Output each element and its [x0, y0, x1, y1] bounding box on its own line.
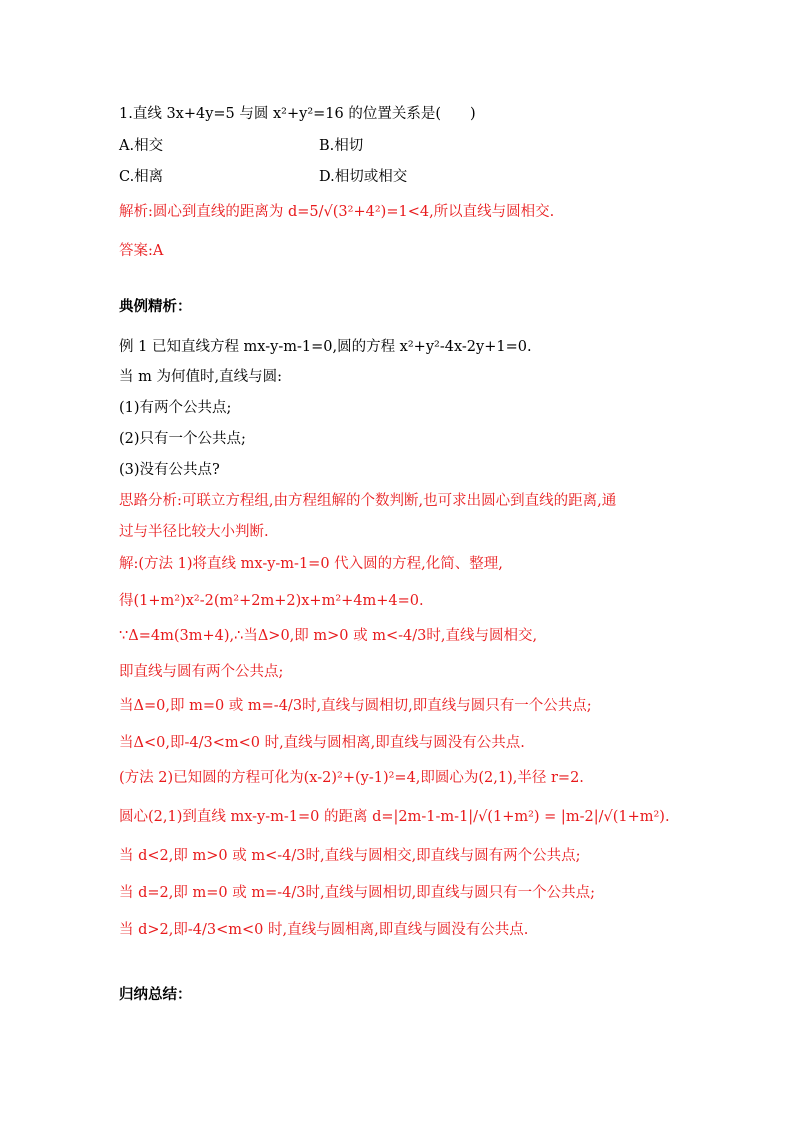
- section-heading-summary: 归纳总结：: [119, 986, 192, 1003]
- solution-method-1-tangent: 当Δ=0,即 m=0 或 m=-4/3时,直线与圆相切,即直线与圆只有一个公共点;: [119, 698, 592, 714]
- question-1: 1.直线 3x+4y=5 与圆 x²+y²=16 的位置关系是( ): [119, 106, 476, 122]
- solution-method-2-separate: 当 d>2,即-4/3<m<0 时,直线与圆相离,即直线与圆没有公共点.: [119, 922, 529, 938]
- solution-method-2-distance: 圆心(2,1)到直线 mx-y-m-1=0 的距离 d=|2m-1-m-1|/√(1+m²) = |m-2|/√(1+m²).: [119, 809, 670, 825]
- solution-method-1-equation: 得(1+m²)x²-2(m²+2m+2)x+m²+4m+4=0.: [119, 593, 424, 609]
- solution-method-1-line-1: 解:(方法 1)将直线 mx-y-m-1=0 代入圆的方程,化简、整理,: [119, 556, 503, 572]
- example-1-statement: 例 1 已知直线方程 mx-y-m-1=0,圆的方程 x²+y²-4x-2y+1=0.: [119, 339, 532, 355]
- example-1-question: 当 m 为何值时,直线与圆:: [119, 369, 282, 385]
- section-heading-examples: 典例精析：: [119, 298, 192, 315]
- option-a: A.相交: [119, 138, 164, 154]
- answer-line: 答案:A: [119, 243, 164, 259]
- example-1-part-3: (3)没有公共点?: [119, 462, 220, 478]
- solution-method-2-intersect: 当 d<2,即 m>0 或 m<-4/3时,直线与圆相交,即直线与圆有两个公共点;: [119, 848, 581, 864]
- example-1-part-2: (2)只有一个公共点;: [119, 431, 246, 447]
- option-b: B.相切: [319, 138, 364, 154]
- thinking-analysis-line-1: 思路分析:可联立方程组,由方程组解的个数判断,也可求出圆心到直线的距离,通: [119, 493, 617, 509]
- solution-method-2-tangent: 当 d=2,即 m=0 或 m=-4/3时,直线与圆相切,即直线与圆只有一个公共点;: [119, 885, 596, 901]
- option-d: D.相切或相交: [319, 169, 408, 185]
- analysis-line: 解析:圆心到直线的距离为 d=5/√(3²+4²)=1<4,所以直线与圆相交.: [119, 204, 555, 220]
- thinking-analysis-line-2: 过与半径比较大小判断.: [119, 524, 269, 540]
- solution-method-1-two-points: 即直线与圆有两个公共点;: [119, 664, 284, 680]
- example-1-part-1: (1)有两个公共点;: [119, 400, 232, 416]
- solution-method-1-separate: 当Δ<0,即-4/3<m<0 时,直线与圆相离,即直线与圆没有公共点.: [119, 735, 525, 751]
- option-c: C.相离: [119, 169, 164, 185]
- solution-method-2-line-1: (方法 2)已知圆的方程可化为(x-2)²+(y-1)²=4,即圆心为(2,1),半径 r=2.: [119, 770, 584, 786]
- solution-method-1-discriminant: ∵Δ=4m(3m+4),∴当Δ>0,即 m>0 或 m<-4/3时,直线与圆相交,: [119, 628, 538, 644]
